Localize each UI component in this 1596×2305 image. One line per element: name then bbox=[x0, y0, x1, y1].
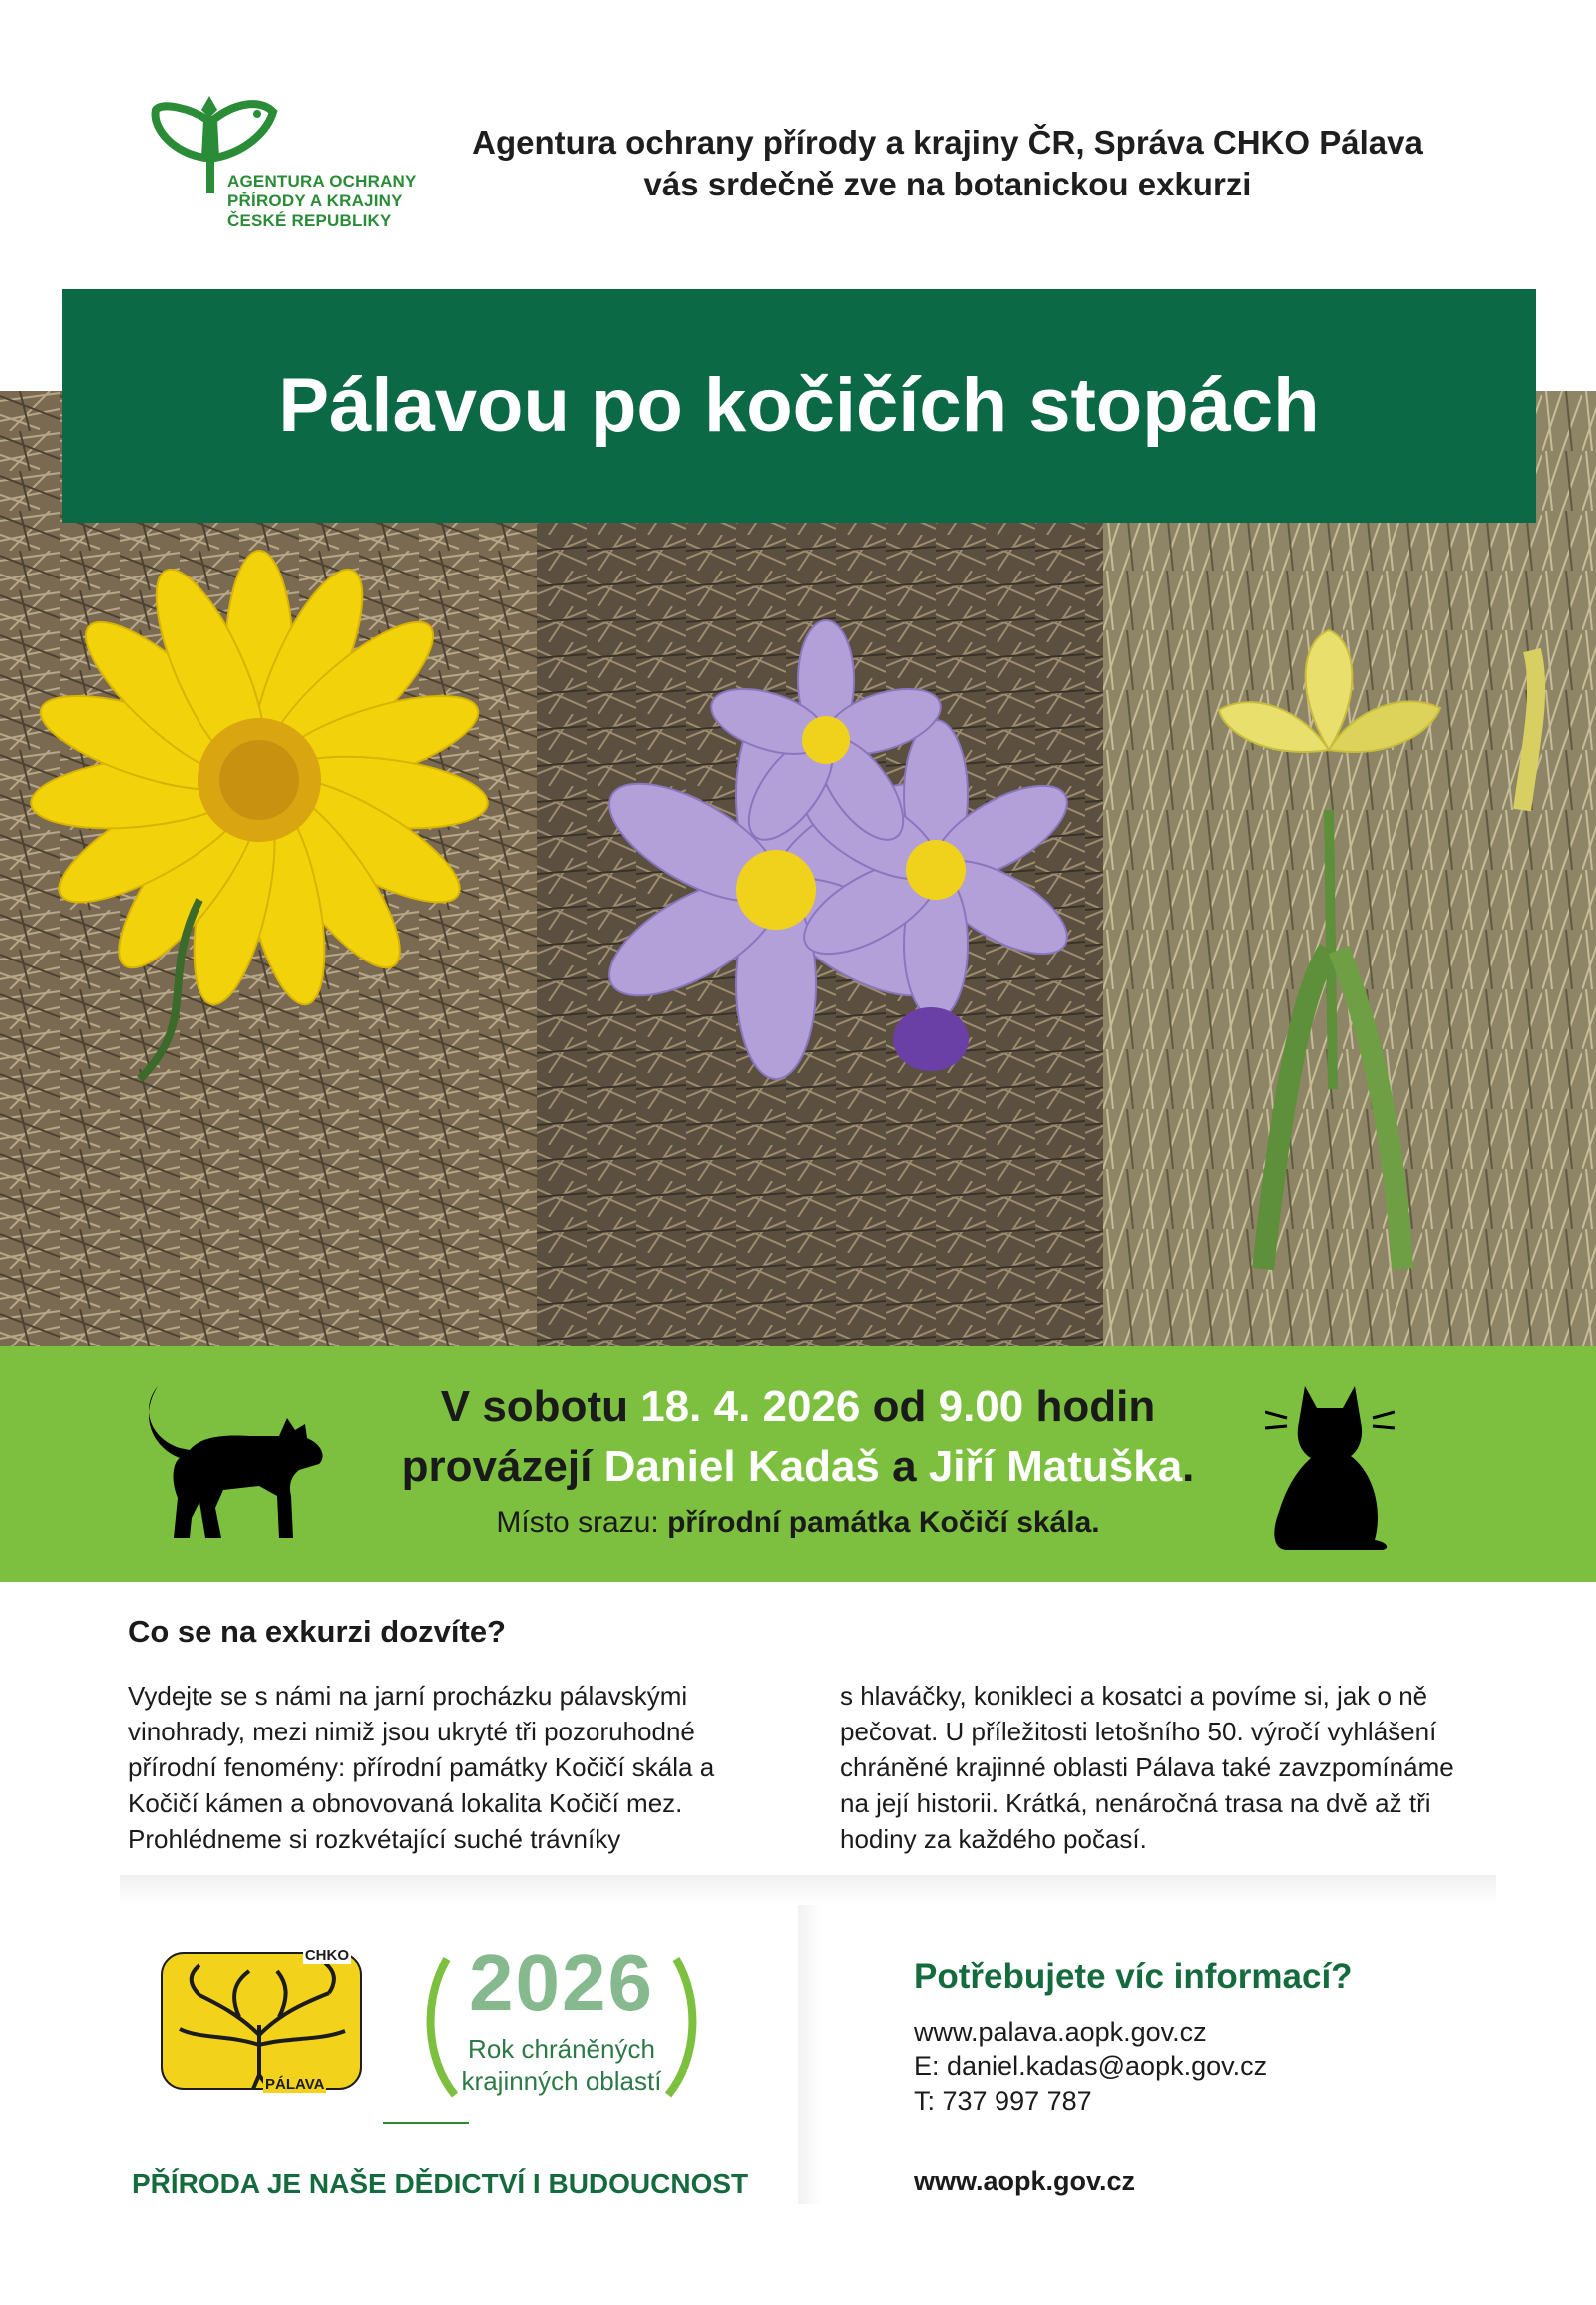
event-text: a bbox=[879, 1442, 929, 1491]
event-date: 18. 4. 2026 bbox=[640, 1382, 861, 1431]
event-time: 9.00 bbox=[938, 1382, 1024, 1431]
photo-yellow-iris bbox=[1103, 391, 1596, 1346]
photo-strip bbox=[0, 391, 1596, 1346]
aopk-logo bbox=[150, 88, 439, 247]
year-2026-logo bbox=[417, 1939, 706, 2099]
footer-divider bbox=[798, 1905, 822, 2204]
header-line-2: vás srdečně zve na botanickou exkurzi bbox=[643, 166, 1252, 202]
aopk-logo-text: AGENTURA OCHRANY PŘÍRODY A KRAJINY ČESKÉ REPUBLIKY bbox=[227, 172, 417, 230]
sitting-cat-icon bbox=[1265, 1382, 1395, 1557]
decorative-line bbox=[383, 2122, 469, 2124]
guide-name: Jiří Matuška bbox=[928, 1442, 1183, 1491]
event-text: hodin bbox=[1023, 1382, 1156, 1431]
info-email-link[interactable]: E: daniel.kadas@aopk.gov.cz bbox=[914, 2051, 1268, 2081]
body-text-left: Vydejte se s námi na jarní procházku pálavskými vinohrady, mezi nimiž jsou ukryté tři pozoruhodné přírodní fenomény: přírodní památky Kočičí skála a Kočičí kámen a obnovovaná lokalita Kočičí mez. Prohlédneme si rozkvétající suché trávníky bbox=[128, 1681, 715, 1854]
photo-yellow-adonis bbox=[0, 391, 537, 1346]
chko-logo-top: CHKO bbox=[304, 1947, 349, 1964]
slogan: PŘÍRODA JE NAŠE DĚDICTVÍ I BUDOUCNOST bbox=[132, 2168, 749, 2199]
header-line-1: Agentura ochrany přírody a krajiny ČR, Správa CHKO Pálava bbox=[472, 124, 1423, 161]
event-title: Pálavou po kočičích stopách bbox=[278, 363, 1320, 448]
event-text: od bbox=[860, 1382, 939, 1431]
photo-purple-pasqueflower bbox=[537, 391, 1103, 1346]
chko-logo-bottom: PÁLAVA bbox=[265, 2076, 325, 2093]
event-date-line bbox=[299, 1382, 1297, 1432]
year-number: 2026 bbox=[469, 1938, 654, 2027]
chko-palava-logo bbox=[160, 1945, 365, 2095]
meeting-point-line bbox=[299, 1506, 1297, 1540]
body-text-right: s hlaváčky, konikleci a kosatci a povíme si, jak o ně pečovat. U příležitosti letošního 50. výročí vyhlášení chráněné krajinné oblasti Pálava také zavzpomínáme na její historii. Krátká, nenáročná trasa na dvě až tři hodiny za každého počasí. bbox=[840, 1681, 1454, 1854]
event-text: . bbox=[1182, 1442, 1195, 1491]
aopk-website-link[interactable]: www.aopk.gov.cz bbox=[914, 2166, 1136, 2196]
info-website-link[interactable]: www.palava.aopk.gov.cz bbox=[914, 2017, 1207, 2047]
divider bbox=[120, 1875, 1496, 1905]
title-banner bbox=[62, 289, 1536, 523]
info-heading: Potřebujete víc informací? bbox=[914, 1957, 1353, 1996]
event-text: V sobotu bbox=[440, 1382, 641, 1431]
walking-cat-icon bbox=[140, 1378, 339, 1553]
year-subtitle: Rok chráněných krajinných oblastí bbox=[461, 2034, 662, 2096]
meeting-place: přírodní památka Kočičí skála. bbox=[667, 1506, 1100, 1539]
info-phone: T: 737 997 787 bbox=[914, 2086, 1092, 2115]
header-invitation bbox=[469, 122, 1426, 205]
event-guides-line bbox=[299, 1442, 1297, 1492]
body-heading: Co se na exkurzi dozvíte? bbox=[128, 1614, 506, 1649]
meeting-label: Místo srazu: bbox=[496, 1506, 668, 1539]
event-text: provázejí bbox=[401, 1442, 604, 1491]
guide-name: Daniel Kadaš bbox=[603, 1442, 880, 1491]
